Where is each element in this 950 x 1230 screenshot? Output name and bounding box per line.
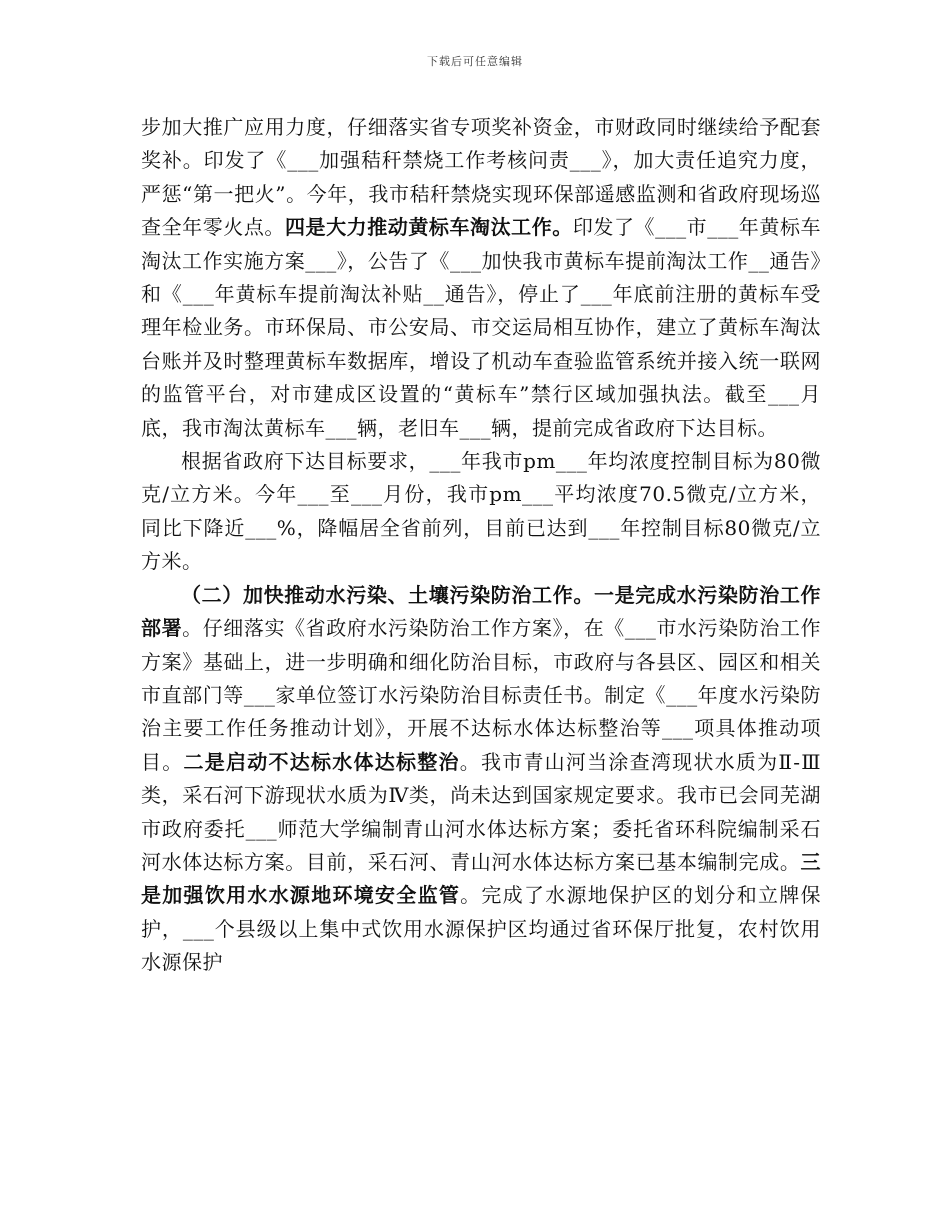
- heading-segment-water-bodies: 二是启动不达标水体达标整治: [183, 749, 460, 774]
- page-header-note: 下载后可任意编辑: [427, 55, 523, 68]
- paragraph-2: [141, 445, 821, 579]
- text-segment: 印发了《___市___年黄标车淘汰工作实施方案___》，公告了《___加快我市黄标车提前淘汰工作__通告》和《___年黄标车提前淘汰补贴__通告》，停止了___年底前注册的黄标车受理年检业务。市环保局、市公安局、市交运局相互协作，建立了黄标车淘汰台账并及时整理黄标车数据库，增设了机动车查验监管系统并接入统一联网的监管平台，对市建成区设置的“黄标车”禁行区域加强执法。截至___月底，我市淘汰黄标车___辆，老旧车___辆，提前完成省政府下达目标。: [141, 215, 822, 440]
- text-segment: 。完成了水源地保护区的划分和立牌保护，___个县级以上集中式饮用水源保护区均通过省环保厅批复，农村饮用水源保护: [141, 883, 822, 975]
- text-segment: 。我市青山河当涂查湾现状水质为Ⅱ-Ⅲ类，采石河下游现状水质为Ⅳ类，尚未达到国家规定要求。我市已会同芜湖市政府委托___师范大学编制青山河水体达标方案；委托省环科院编制采石河水体达标方案。目前，采石河、青山河水体达标方案已基本编制完成。: [141, 749, 822, 874]
- paragraph-3: [141, 579, 821, 980]
- text-segment: 根据省政府下达目标要求，___年我市pm___年均浓度控制目标为80微克/立方米。今年___至___月份，我市pm___平均浓度70.5微克/立方米，同比下降近___%，降幅居全省前列，目前已达到___年控制目标80微克/立方米。: [141, 449, 821, 574]
- text-segment: 。仔细落实《省政府水污染防治工作方案》，在《___市水污染防治工作方案》基础上，进一步明确和细化防治目标，市政府与各县区、园区和相关市直部门等___家单位签订水污染防治目标责任书。制定《___年度水污染防治主要工作任务推动计划》，开展不达标水体达标整治等___项具体推动项目。: [141, 616, 821, 774]
- heading-segment-water-pollution: （二）加快推动水污染、土壤污染防治工作。一是完成水污染防治工作部署: [141, 582, 821, 641]
- heading-segment-drinking-water: 三是加强饮用水水源地环境安全监管: [141, 849, 821, 908]
- document-body: [141, 111, 821, 980]
- heading-segment-yellow-label-vehicles: 四是大力推动黄标车淘汰工作。: [284, 215, 573, 240]
- paragraph-1: [141, 111, 821, 445]
- text-segment: 步加大推广应用力度，仔细落实省专项奖补资金，市财政同时继续给予配套奖补。印发了《___加强秸秆禁烧工作考核问责___》，加大责任追究力度，严惩“第一把火”。今年，我市秸秆禁烧实现环保部遥感监测和省政府现场巡查全年零火点。: [141, 115, 821, 240]
